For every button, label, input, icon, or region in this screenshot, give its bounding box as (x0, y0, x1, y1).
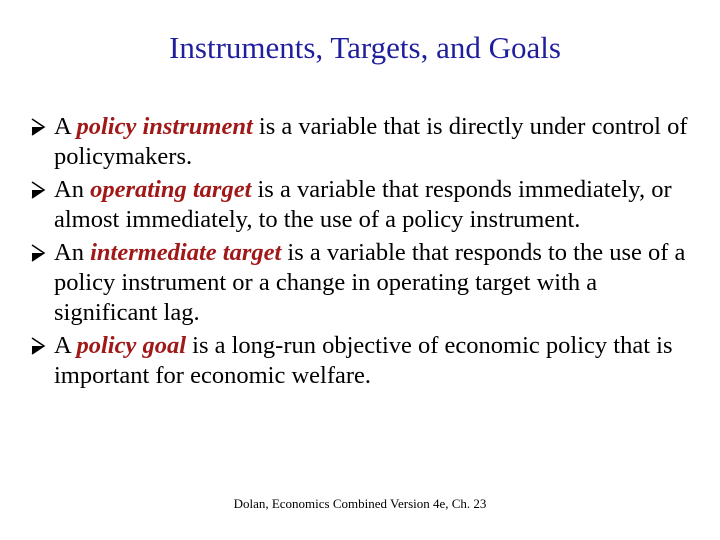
bullet-term: policy goal (76, 332, 187, 359)
bullet-list (30, 112, 705, 394)
slide-footer: Dolan, Economics Combined Version 4e, Ch. 23 (233, 496, 487, 511)
bullet-text: is a variable that responds to the use of a policy instrument or a change in operating target with a significant lag. (54, 239, 686, 326)
bullet-text: is a variable that responds immediately, or almost immediately, to the use of a policy instrument. (54, 176, 672, 233)
bullet-policy-goal (30, 331, 705, 391)
bullet-lead: A (54, 332, 77, 359)
arrow-bullet-icon (30, 331, 54, 361)
bullet-operating-target (30, 175, 705, 235)
bullet-lead: A (54, 113, 77, 140)
arrow-bullet-icon (30, 112, 54, 142)
bullet-policy-instrument (30, 112, 705, 172)
bullet-term: operating target (90, 176, 252, 203)
bullet-intermediate-target (30, 238, 705, 328)
bullet-lead: An (54, 239, 91, 266)
bullet-text: is a variable that is directly under control of policymakers. (54, 113, 688, 170)
bullet-term: intermediate target (90, 239, 282, 266)
slide-title: Instruments, Targets, and Goals (169, 30, 561, 65)
arrow-bullet-icon (30, 175, 54, 205)
arrow-bullet-icon (30, 238, 54, 268)
bullet-lead: An (54, 176, 91, 203)
bullet-text: is a long-run objective of economic policy that is important for economic welfare. (54, 332, 673, 389)
bullet-term: policy instrument (76, 113, 253, 140)
